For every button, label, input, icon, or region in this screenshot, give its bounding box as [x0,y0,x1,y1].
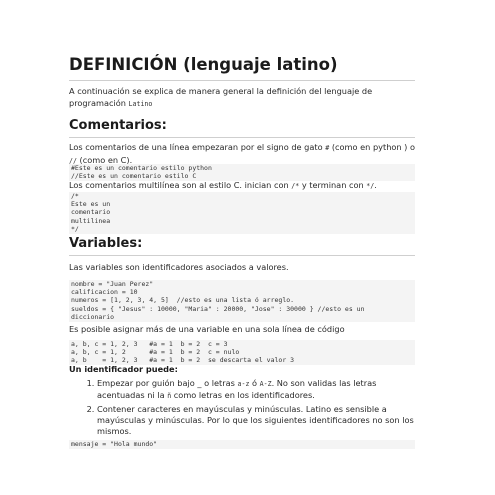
code-block-multiline-comment: /* Este es un comentario multilinea */ [69,192,415,234]
variables-divider [69,255,415,256]
code-block-multiple-assignment: a, b, c = 1, 2, 3 #a = 1 b = 2 c = 3 a, b, c = 1, 2 #a = 1 b = 2 c = nulo a, b = 1, 2, 3 #a = 1 b = 2 se descarta el valor 3 [69,340,415,365]
variables-paragraph-2: Es posible asignar más de una variable en una sola línea de código [69,324,345,334]
code-block-comments: #Este es un comentario estilo python //Este es un comentario estilo C [69,164,415,181]
section-heading-comentarios: Comentarios: [69,118,167,133]
inline-code: ñ [167,392,172,400]
inline-code: */ [366,182,375,190]
text-span: . No son validas las letras acentuadas ni la [97,378,377,400]
variables-paragraph-1: Las variables son identificadores asociados a valores. [69,262,289,272]
text-span: (como en C). [76,154,133,165]
intro-code: Latino [128,99,153,108]
identifier-rules-list [69,378,415,439]
text-span: Los comentarios de una línea empezaran por el signo de gato [69,142,326,152]
code-block-variables: nombre = "Juan Perez" calificacion = 10 numeros = [1, 2, 3, 4, 5] //esto es una lista ó arreglo. sueldos = { "Jesus" : 10000, "Maria" : 20000, "Jose" : 30000 } //esto es un diccionario [69,280,415,322]
code-block-mensaje: mensaje = "Hola mundo" [69,440,415,449]
intro-paragraph [69,86,415,110]
inline-code: a-z [237,380,250,388]
list-item [97,378,415,402]
text-span: . [374,180,377,190]
text-span: y terminan con [299,180,367,190]
text-span: Contener caracteres en mayúsculas y minúsculas. Latino es sensible a mayúsculas y minúsculas. Por lo que los siguientes identificadores no son los mismos. [97,404,414,436]
page-title: DEFINICIÓN (lenguaje latino) [69,55,338,74]
text-span: (como en python ) o [329,142,415,152]
text-span: Empezar por guión bajo _ o letras [97,378,238,388]
identifier-heading: Un identificador puede: [69,364,178,374]
inline-code: // [69,156,77,165]
inline-code: # [325,144,330,152]
text-span: como letras en los identificadores. [171,390,315,400]
intro-text: A continuación se explica de manera general la definición del lenguaje de programación [69,86,373,108]
inline-code: A-Z [259,380,272,388]
text-span: Los comentarios multilínea son al estilo C. inician con [69,180,292,190]
section-heading-variables: Variables: [69,236,143,251]
comentarios-paragraph-2 [69,180,415,193]
comentarios-divider [69,137,415,138]
title-divider [69,80,415,81]
text-span: ó [249,378,260,388]
inline-code: /* [291,182,300,190]
list-item [97,404,415,437]
